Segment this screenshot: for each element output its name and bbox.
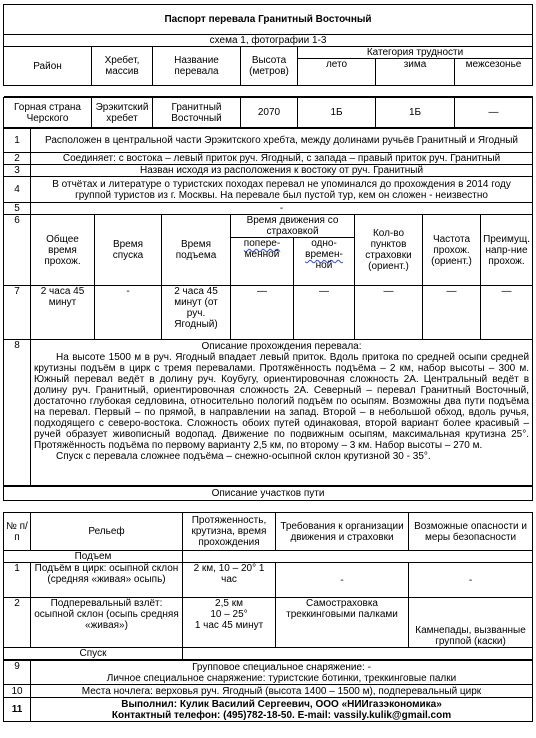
record-region: Горная страна Черского	[4, 98, 92, 128]
section-requirements: -	[276, 563, 409, 598]
section-relief: Подперевальный взлёт: осыпной склон (осыпь средняя «живая»)	[31, 598, 183, 648]
descent-label: Спуск	[4, 648, 183, 660]
header-region: Район	[4, 47, 92, 86]
description-descent: Спуск с перевала сложнее подъёма – снежно-осыпной склон крутизной 30 - 35°.	[56, 451, 431, 462]
timing-simultaneous	[294, 238, 355, 286]
simultaneous-line2: времен-	[305, 249, 343, 260]
group-equipment: Групповое специальное снаряжение: -	[192, 661, 371, 673]
r7-alternating: —	[231, 286, 294, 340]
row-naming: Назван исходя из расположения к востоку от руч. Гранитный	[31, 165, 533, 177]
row-connects: Соединяет: с востока – левый приток руч. Ягодный, с запада – правый приток руч. Гранитный	[31, 153, 533, 165]
timing-total: Общее время прохож.	[31, 215, 95, 286]
author-contacts	[31, 698, 533, 722]
row-number: 9	[4, 661, 31, 685]
r7-points: —	[355, 286, 423, 340]
ascent-label: Подъем	[4, 551, 183, 563]
scheme-photos: схема 1, фотографии 1-3	[4, 35, 533, 47]
passport-title: Паспорт перевала Гранитный Восточный	[4, 5, 533, 35]
length-time: 1 час 45 минут	[194, 620, 264, 631]
description-heading: Описание прохождения перевала:	[201, 341, 362, 352]
r7-preference: —	[481, 286, 533, 340]
header-pass-name: Название перевала	[153, 47, 241, 86]
timing-movement: Время движения со страховкой	[231, 215, 355, 238]
pass-record-table	[3, 97, 533, 128]
sections-heading: Описание участков пути	[4, 487, 533, 501]
row-number: 8	[4, 340, 31, 486]
row-number: 3	[4, 165, 31, 177]
section-dangers: Камнепады, вызванные группой (каски)	[409, 598, 533, 648]
header-table	[3, 4, 533, 97]
timing-alternating	[231, 238, 294, 286]
route-description	[31, 340, 533, 486]
col-dangers: Возможные опасности и меры безопасности	[409, 513, 533, 551]
r7-simultaneous: —	[294, 286, 355, 340]
col-requirements: Требования к организации движения и страховки	[276, 513, 409, 551]
timing-frequency: Частота прохож. (ориент.)	[423, 215, 481, 286]
header-offseason: межсезонье	[455, 59, 533, 86]
simultaneous-line3: ной	[315, 260, 333, 271]
length-slope: 10 – 25°	[210, 609, 248, 620]
equipment	[31, 661, 533, 685]
row-number: 11	[4, 698, 31, 722]
footer-table	[3, 660, 533, 722]
section-requirements: Самостраховка треккинговыми палками	[276, 598, 409, 648]
header-difficulty: Категория трудности	[298, 47, 533, 59]
row-number: 5	[4, 203, 31, 215]
timing-points: Кол-во пунктов страховки (ориент.)	[355, 215, 423, 286]
record-offseason: —	[455, 98, 533, 128]
sections-table	[3, 486, 533, 660]
timing-ascent: Время подъема	[162, 215, 231, 286]
spacer	[183, 648, 533, 660]
personal-equipment: Личное специальное снаряжение: туристские ботинки, треккинговые палки	[106, 672, 457, 684]
record-winter: 1Б	[376, 98, 455, 128]
row-number: 6	[4, 215, 31, 286]
section-length	[183, 598, 276, 648]
simultaneous-line1: одно-	[311, 238, 337, 249]
spacer	[183, 551, 533, 563]
pass-passport-document	[3, 4, 532, 722]
description-paragraph: На высоте 1500 м в руч. Ягодный впадает левый приток. Вдоль притока по средней осыпи средней крутизны подъём в цирк с тремя перевалами. Протяжённость подъёма – 2 км, набор высоты – 300 м. Южный перевал ведёт в долину руч. Коубугу, ориентировочная сложность 2А. Центральный ведёт в долину руч. Гранитный, ориентировочная сложность 2А. Северный – перевал Гранитный Восточный, достаточно глубокая седловина, относительно пологий подъём по осыпям. Возможны два пути подъёма на перевал. Первый – по прямой, в направлении на запад. Второй – в небольшой обход, вдоль ручья, подходящего с северо-востока. Сложность обоих путей одинаковая, второй вариант более красивый – ручей образует живописный водопад. Движение по подвижным осыпям, максимальная крутизна 25°. Протяжённость подъёма по первому варианту 2,5 км, по второму – 3 км. Набор высоты – 270 м.	[34, 352, 530, 451]
timing-descent: Время спуска	[95, 215, 162, 286]
r7-descent: -	[95, 286, 162, 340]
spacer	[4, 86, 533, 97]
col-relief: Рельеф	[31, 513, 183, 551]
header-winter: зима	[376, 59, 455, 86]
alternating-line1: попере-	[243, 238, 281, 249]
details-table	[3, 128, 533, 486]
col-length: Протяженность, крутизна, время прохождения	[183, 513, 276, 551]
record-height: 2070	[241, 98, 298, 128]
length-distance: 2,5 км	[215, 598, 243, 609]
header-height: Высота (метров)	[241, 47, 298, 86]
row-number: 2	[4, 153, 31, 165]
alternating-line2: менной	[244, 249, 280, 260]
section-number: 2	[4, 598, 31, 648]
header-ridge: Хребет, массив	[92, 47, 153, 86]
header-summer: лето	[298, 59, 376, 86]
spacer	[4, 501, 533, 513]
section-dangers: -	[409, 563, 533, 598]
r7-frequency: —	[423, 286, 481, 340]
r7-ascent: 2 часа 45 минут (от руч. Ягодный)	[162, 286, 231, 340]
row-five: -	[31, 203, 533, 215]
row-number: 4	[4, 177, 31, 203]
row-number: 1	[4, 129, 31, 153]
record-pass-name: Гранитный Восточный	[153, 98, 241, 128]
section-relief: Подъём в цирк: осыпной склон (средняя «живая» осыпь)	[31, 563, 183, 598]
row-number: 7	[4, 286, 31, 340]
row-history: В отчётах и литературе о туристских походах перевал не упоминался до прохождения в 2014 году группой туристов из г. Москвы. На перевале был пустой тур, кем он сложен - неизвестно	[31, 177, 533, 203]
row-number: 10	[4, 685, 31, 698]
record-summer: 1Б	[298, 98, 376, 128]
col-number: № п/п	[4, 513, 31, 551]
r7-total: 2 часа 45 минут	[31, 286, 95, 340]
section-length: 2 км, 10 – 20° 1 час	[183, 563, 276, 598]
record-ridge: Эрэкитский хребет	[92, 98, 153, 128]
contact: Контактный телефон: (495)782-18-50. E-mail: vassily.kulik@gmail.com	[111, 709, 452, 721]
overnight-places: Места ночлега: верховья руч. Ягодный (высота 1400 – 1500 м), подперевальный цирк	[31, 685, 533, 698]
author: Выполнил: Кулик Василий Сергеевич, ООО «НИИгазэкономика»	[121, 698, 442, 710]
timing-preference: Преимущ. напр-ние прохож.	[481, 215, 533, 286]
row-location: Расположен в центральной части Эрэкитского хребта, между долинами ручьёв Гранитный и Ягодный	[31, 129, 533, 153]
section-number: 1	[4, 563, 31, 598]
